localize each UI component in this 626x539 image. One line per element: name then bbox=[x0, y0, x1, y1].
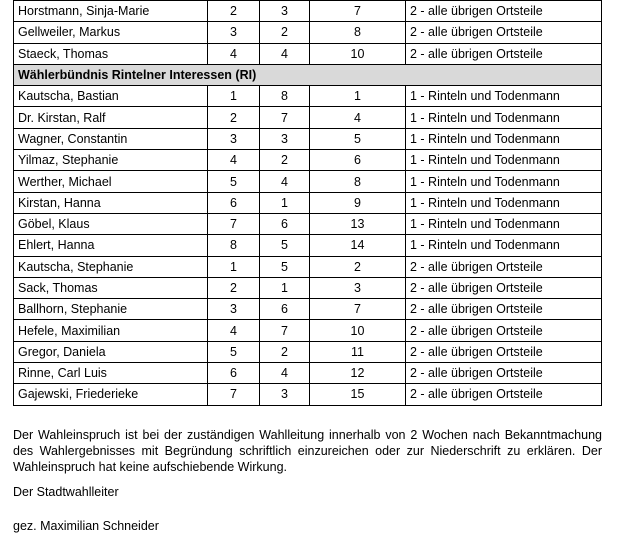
personal-votes-rank: 7 bbox=[260, 107, 310, 128]
table-row bbox=[14, 1, 602, 22]
list-position: 1 bbox=[208, 256, 260, 277]
table-row bbox=[14, 171, 602, 192]
candidate-name: Sack, Thomas bbox=[14, 277, 208, 298]
list-position: 2 bbox=[208, 277, 260, 298]
candidate-name: Ballhorn, Stephanie bbox=[14, 299, 208, 320]
seat-order: 8 bbox=[310, 22, 406, 43]
seat-order: 2 bbox=[310, 256, 406, 277]
electoral-district: 1 - Rinteln und Todenmann bbox=[406, 86, 602, 107]
table-row bbox=[14, 256, 602, 277]
table-row bbox=[14, 107, 602, 128]
seat-order: 6 bbox=[310, 150, 406, 171]
list-position: 6 bbox=[208, 363, 260, 384]
signature-line: gez. Maximilian Schneider bbox=[13, 519, 159, 533]
list-position: 4 bbox=[208, 320, 260, 341]
seat-order: 4 bbox=[310, 107, 406, 128]
list-position: 8 bbox=[208, 235, 260, 256]
candidate-name: Kautscha, Bastian bbox=[14, 86, 208, 107]
electoral-district: 1 - Rinteln und Todenmann bbox=[406, 128, 602, 149]
seat-order: 10 bbox=[310, 43, 406, 64]
electoral-district: 2 - alle übrigen Ortsteile bbox=[406, 277, 602, 298]
personal-votes-rank: 2 bbox=[260, 22, 310, 43]
seat-order: 7 bbox=[310, 299, 406, 320]
personal-votes-rank: 1 bbox=[260, 192, 310, 213]
personal-votes-rank: 5 bbox=[260, 256, 310, 277]
candidate-name: Rinne, Carl Luis bbox=[14, 363, 208, 384]
candidate-name: Ehlert, Hanna bbox=[14, 235, 208, 256]
list-position: 2 bbox=[208, 1, 260, 22]
table-row bbox=[14, 299, 602, 320]
electoral-district: 2 - alle übrigen Ortsteile bbox=[406, 384, 602, 405]
list-position: 1 bbox=[208, 86, 260, 107]
seat-order: 1 bbox=[310, 86, 406, 107]
election-results-table bbox=[13, 0, 602, 406]
electoral-district: 1 - Rinteln und Todenmann bbox=[406, 150, 602, 171]
list-position: 6 bbox=[208, 192, 260, 213]
personal-votes-rank: 5 bbox=[260, 235, 310, 256]
personal-votes-rank: 6 bbox=[260, 213, 310, 234]
electoral-district: 1 - Rinteln und Todenmann bbox=[406, 235, 602, 256]
list-position: 5 bbox=[208, 171, 260, 192]
table-row bbox=[14, 384, 602, 405]
list-position: 3 bbox=[208, 128, 260, 149]
electoral-district: 2 - alle übrigen Ortsteile bbox=[406, 363, 602, 384]
seat-order: 12 bbox=[310, 363, 406, 384]
table-row bbox=[14, 235, 602, 256]
list-position: 3 bbox=[208, 22, 260, 43]
personal-votes-rank: 3 bbox=[260, 128, 310, 149]
candidate-name: Horstmann, Sinja-Marie bbox=[14, 1, 208, 22]
list-position: 7 bbox=[208, 384, 260, 405]
list-position: 7 bbox=[208, 213, 260, 234]
candidate-name: Göbel, Klaus bbox=[14, 213, 208, 234]
personal-votes-rank: 7 bbox=[260, 320, 310, 341]
seat-order: 11 bbox=[310, 341, 406, 362]
personal-votes-rank: 6 bbox=[260, 299, 310, 320]
table-row bbox=[14, 128, 602, 149]
seat-order: 3 bbox=[310, 277, 406, 298]
seat-order: 15 bbox=[310, 384, 406, 405]
authority-title: Der Stadtwahlleiter bbox=[13, 485, 119, 499]
electoral-district: 2 - alle übrigen Ortsteile bbox=[406, 1, 602, 22]
candidate-name: Kirstan, Hanna bbox=[14, 192, 208, 213]
personal-votes-rank: 2 bbox=[260, 341, 310, 362]
objection-notice: Der Wahleinspruch ist bei der zuständigen Wahlleitung innerhalb von 2 Wochen nach Bekanntmachung des Wahlergebnisses mit Begründung schriftlich einzureichen oder zur Niederschrift zu erklären. Der Wahleinspruch hat keine aufschiebende Wirkung. bbox=[13, 428, 602, 474]
electoral-district: 2 - alle übrigen Ortsteile bbox=[406, 320, 602, 341]
personal-votes-rank: 8 bbox=[260, 86, 310, 107]
personal-votes-rank: 3 bbox=[260, 384, 310, 405]
candidate-name: Staeck, Thomas bbox=[14, 43, 208, 64]
personal-votes-rank: 4 bbox=[260, 171, 310, 192]
electoral-district: 2 - alle übrigen Ortsteile bbox=[406, 299, 602, 320]
personal-votes-rank: 3 bbox=[260, 1, 310, 22]
table-row bbox=[14, 22, 602, 43]
candidate-name: Gregor, Daniela bbox=[14, 341, 208, 362]
candidate-name: Gellweiler, Markus bbox=[14, 22, 208, 43]
seat-order: 14 bbox=[310, 235, 406, 256]
table-row bbox=[14, 363, 602, 384]
list-position: 4 bbox=[208, 43, 260, 64]
candidate-name: Gajewski, Friederieke bbox=[14, 384, 208, 405]
personal-votes-rank: 4 bbox=[260, 43, 310, 64]
table-row bbox=[14, 150, 602, 171]
electoral-district: 2 - alle übrigen Ortsteile bbox=[406, 256, 602, 277]
list-position: 4 bbox=[208, 150, 260, 171]
electoral-district: 1 - Rinteln und Todenmann bbox=[406, 171, 602, 192]
candidate-name: Kautscha, Stephanie bbox=[14, 256, 208, 277]
results-table-body bbox=[14, 1, 602, 406]
table-row bbox=[14, 192, 602, 213]
candidate-name: Yilmaz, Stephanie bbox=[14, 150, 208, 171]
candidate-name: Wagner, Constantin bbox=[14, 128, 208, 149]
electoral-district: 1 - Rinteln und Todenmann bbox=[406, 192, 602, 213]
table-row bbox=[14, 320, 602, 341]
seat-order: 10 bbox=[310, 320, 406, 341]
list-position: 5 bbox=[208, 341, 260, 362]
candidate-name: Hefele, Maximilian bbox=[14, 320, 208, 341]
table-row bbox=[14, 43, 602, 64]
group-name: Wählerbündnis Rintelner Interessen (RI) bbox=[14, 64, 602, 85]
electoral-district: 1 - Rinteln und Todenmann bbox=[406, 107, 602, 128]
electoral-district: 2 - alle übrigen Ortsteile bbox=[406, 341, 602, 362]
table-row bbox=[14, 277, 602, 298]
seat-order: 13 bbox=[310, 213, 406, 234]
candidate-name: Werther, Michael bbox=[14, 171, 208, 192]
table-row bbox=[14, 86, 602, 107]
seat-order: 7 bbox=[310, 1, 406, 22]
list-position: 2 bbox=[208, 107, 260, 128]
personal-votes-rank: 1 bbox=[260, 277, 310, 298]
personal-votes-rank: 2 bbox=[260, 150, 310, 171]
seat-order: 9 bbox=[310, 192, 406, 213]
group-header-row bbox=[14, 64, 602, 85]
electoral-district: 2 - alle übrigen Ortsteile bbox=[406, 22, 602, 43]
seat-order: 5 bbox=[310, 128, 406, 149]
electoral-district: 1 - Rinteln und Todenmann bbox=[406, 213, 602, 234]
table-row bbox=[14, 341, 602, 362]
table-row bbox=[14, 213, 602, 234]
electoral-district: 2 - alle übrigen Ortsteile bbox=[406, 43, 602, 64]
personal-votes-rank: 4 bbox=[260, 363, 310, 384]
list-position: 3 bbox=[208, 299, 260, 320]
candidate-name: Dr. Kirstan, Ralf bbox=[14, 107, 208, 128]
seat-order: 8 bbox=[310, 171, 406, 192]
